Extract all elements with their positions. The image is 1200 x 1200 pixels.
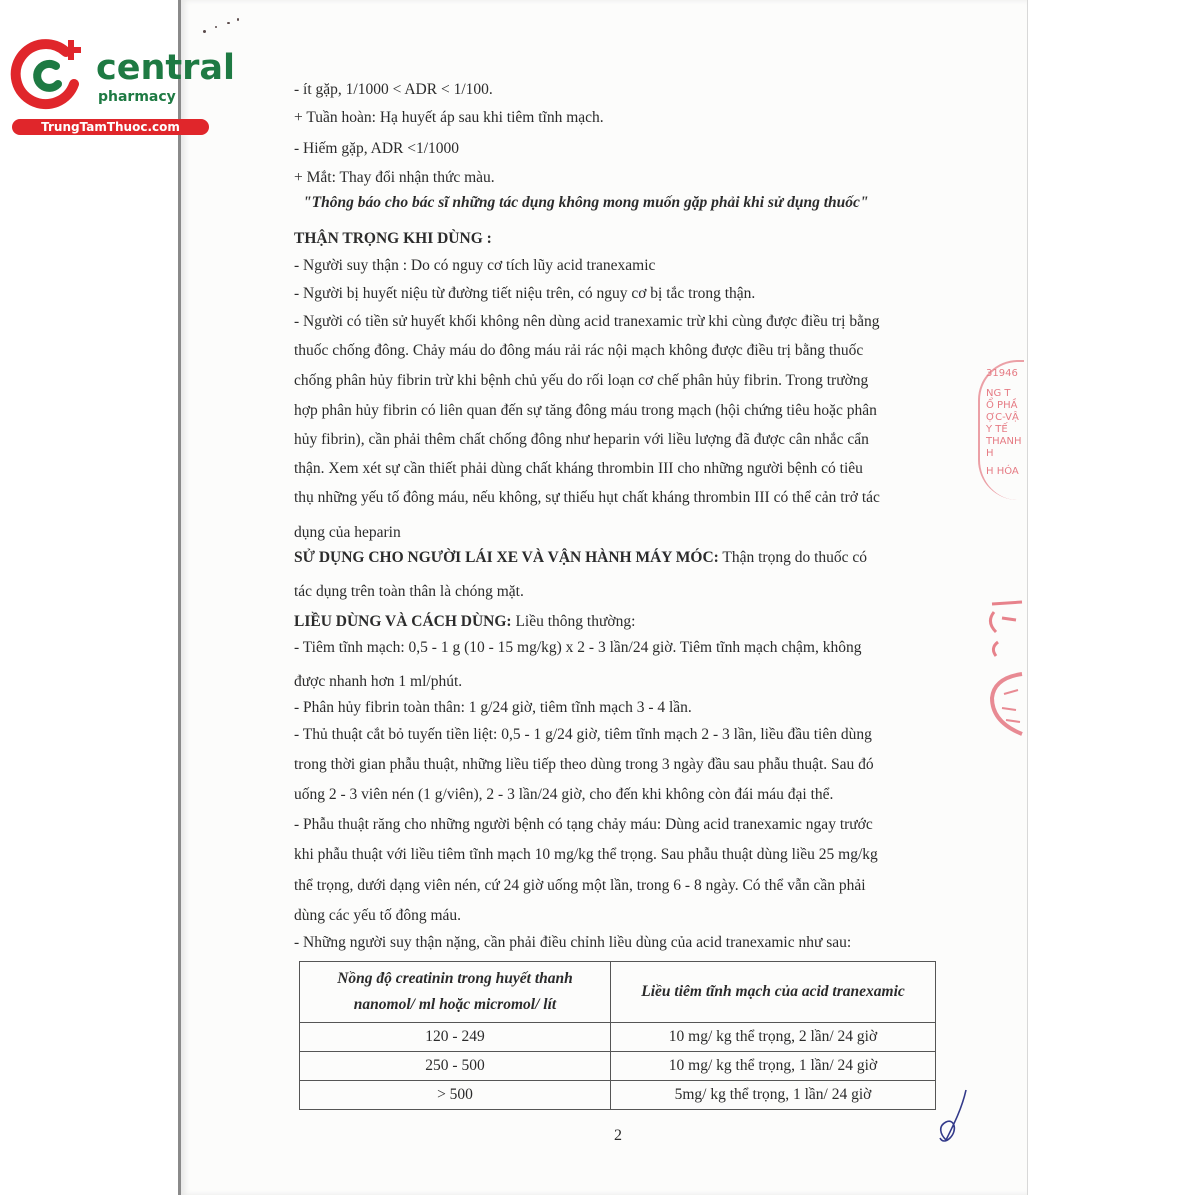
- central-pharmacy-logo[interactable]: [10, 36, 236, 136]
- text-line: hủy fibrin), cần phải thêm chất chống đông như heparin với liều lượng đã được cân nhắc cẩn: [294, 431, 869, 448]
- table-row: [300, 1023, 936, 1052]
- header-line: nanomol/ ml hoặc micromol/ lít: [353, 996, 557, 1013]
- section-heading-precautions: THẬN TRỌNG KHI DÙNG :: [294, 230, 492, 247]
- text-line: - Người có tiền sử huyết khối không nên dùng acid tranexamic trừ khi cùng được điều trị bằng: [294, 313, 880, 330]
- text-line: khi phẫu thuật với liều tiêm tĩnh mạch 10 mg/kg thể trọng. Sau phẫu thuật dùng liều 25 mg/kg: [294, 846, 878, 863]
- table-header-dose: Liều tiêm tĩnh mạch của acid tranexamic: [611, 962, 936, 1023]
- red-seal-stamp: [982, 598, 1026, 748]
- text-line: + Mắt: Thay đổi nhận thức màu.: [294, 169, 495, 186]
- cell-dose: 10 mg/ kg thể trọng, 1 lần/ 24 giờ: [611, 1052, 936, 1081]
- table-header-creatinine: [300, 962, 611, 1023]
- text-line: dụng của heparin: [294, 524, 401, 541]
- text-line: uống 2 - 3 viên nén (1 g/viên), 2 - 3 lần/24 giờ, cho đến khi không còn đái máu đại thể.: [294, 786, 834, 803]
- scan-speck: [203, 30, 206, 33]
- scan-speck: [227, 22, 230, 24]
- stamp-text: ỢC-VẬ: [986, 412, 1019, 423]
- pharmacy-cross-icon: [10, 36, 90, 116]
- text-line: - Hiếm gặp, ADR <1/1000: [294, 140, 460, 157]
- text-line: hợp phân hủy fibrin có liên quan đến sự tăng đông máu trong mạch (hội chứng tiêu hoặc phân: [294, 402, 877, 419]
- logo-sub-text: pharmacy: [98, 89, 176, 105]
- text-line: - ít gặp, 1/1000 < ADR < 1/100.: [294, 81, 493, 98]
- stamp-text: NG T: [986, 388, 1011, 399]
- dosage-intro: Liều thông thường:: [511, 613, 636, 630]
- text-line: thụ những yếu tố đông máu, nếu không, sự thiếu hụt chất kháng thrombin III có thể cản trở tác: [294, 489, 880, 506]
- company-stamp: [978, 360, 1024, 500]
- table-header-row: [300, 962, 936, 1023]
- text-line: thuốc chống đông. Chảy máu do đông máu rải rác nội mạch không được điều trị bằng thuốc: [294, 342, 864, 359]
- cell-creatinine: > 500: [300, 1081, 611, 1110]
- scan-speck: [215, 26, 217, 28]
- text-line: + Tuần hoàn: Hạ huyết áp sau khi tiêm tĩnh mạch.: [294, 109, 604, 126]
- signature-mark: [932, 1088, 976, 1148]
- table-row: [300, 1052, 936, 1081]
- text-line: - Thủ thuật cắt bỏ tuyến tiền liệt: 0,5 - 1 g/24 giờ, tiêm tĩnh mạch 2 - 3 lần, liều đầu tiên dùng: [294, 726, 872, 743]
- cell-creatinine: 120 - 249: [300, 1023, 611, 1052]
- text-line: - Người suy thận : Do có nguy cơ tích lũy acid tranexamic: [294, 257, 656, 274]
- text-line: - Tiêm tĩnh mạch: 0,5 - 1 g (10 - 15 mg/kg) x 2 - 3 lần/24 giờ. Tiêm tĩnh mạch chậm, không: [294, 639, 862, 656]
- text-line: dùng các yếu tố đông máu.: [294, 907, 462, 924]
- text-line: tác dụng trên toàn thân là chóng mặt.: [294, 583, 524, 600]
- renal-dosage-table: [299, 961, 936, 1110]
- text-line: chống phân hủy fibrin trừ khi bệnh chủ yếu do rối loạn cơ chế phân hủy fibrin. Trong trường: [294, 372, 869, 389]
- section-heading-driving: SỬ DỤNG CHO NGƯỜI LÁI XE VÀ VẬN HÀNH MÁY MÓC:: [294, 549, 719, 566]
- header-line: Nồng độ creatinin trong huyết thanh: [337, 970, 573, 987]
- text-line: - Phẫu thuật răng cho những người bệnh có tạng chảy máu: Dùng acid tranexamic ngay trước: [294, 816, 873, 833]
- stamp-text: Y TẾ: [986, 424, 1008, 435]
- cell-dose: 5mg/ kg thể trọng, 1 lần/ 24 giờ: [611, 1081, 936, 1110]
- logo-url-badge: TrungTamThuoc.com: [12, 119, 209, 135]
- table-row: [300, 1081, 936, 1110]
- scan-speck: [237, 18, 239, 21]
- text-line: thận. Xem xét sự cần thiết phải dùng chất kháng thrombin III cho những người bệnh có tiêu: [294, 460, 863, 477]
- driving-text: Thận trọng do thuốc có: [718, 549, 868, 566]
- text-line: trong thời gian phẫu thuật, những liều tiếp theo dùng trong 3 ngày đầu sau phẫu thuật. Sau đó: [294, 756, 874, 773]
- advisory-note: "Thông báo cho bác sĩ những tác dụng không mong muốn gặp phải khi sử dụng thuốc": [303, 194, 869, 211]
- stamp-text: H HÓA: [986, 466, 1019, 477]
- text-line: - Phân hủy fibrin toàn thân: 1 g/24 giờ, tiêm tĩnh mạch 3 - 4 lần.: [294, 699, 692, 716]
- text-line-driving: [294, 548, 867, 568]
- section-heading-dosage: LIỀU DÙNG VÀ CÁCH DÙNG:: [294, 613, 512, 630]
- cell-creatinine: 250 - 500: [300, 1052, 611, 1081]
- text-line: thể trọng, dưới dạng viên nén, cứ 24 giờ uống một lần, trong 6 - 8 ngày. Có thể vẫn cần phải: [294, 877, 866, 894]
- stamp-text: Ổ PHẦ: [986, 400, 1018, 411]
- text-line-dosage: [294, 612, 635, 632]
- text-line: được nhanh hơn 1 ml/phút.: [294, 673, 463, 690]
- cell-dose: 10 mg/ kg thể trọng, 2 lần/ 24 giờ: [611, 1023, 936, 1052]
- text-line: - Những người suy thận nặng, cần phải điều chỉnh liều dùng của acid tranexamic như sau:: [294, 934, 852, 951]
- logo-brand-text: central: [96, 48, 236, 88]
- stamp-text: 31946: [986, 368, 1018, 379]
- text-line: - Người bị huyết niệu từ đường tiết niệu trên, có nguy cơ bị tắc trong thận.: [294, 285, 756, 302]
- stamp-text: THANH H: [986, 436, 1022, 459]
- page-number: 2: [614, 1127, 622, 1144]
